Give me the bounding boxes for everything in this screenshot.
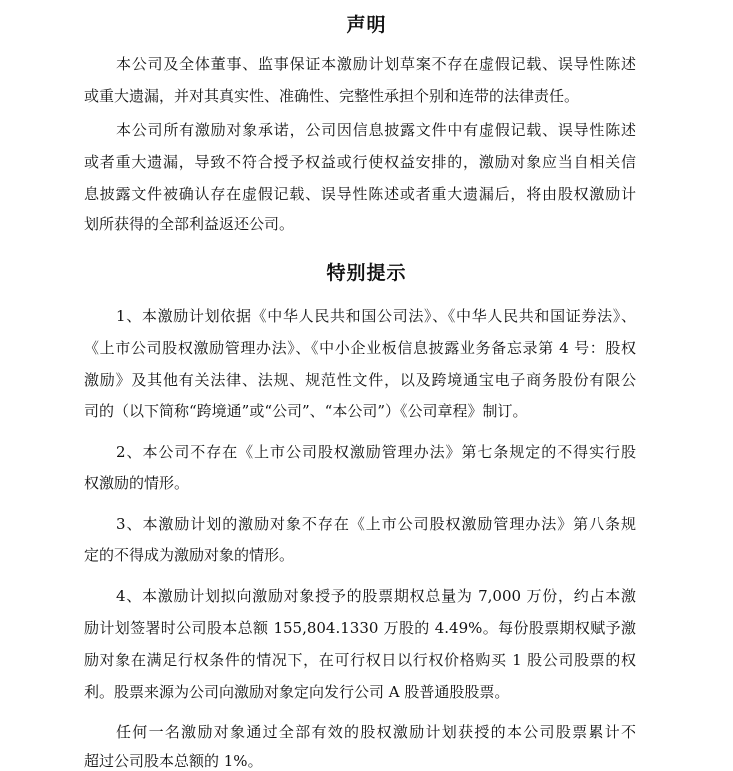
paragraph-line: 或重大遗漏，并对其真实性、准确性、完整性承担个别和连带的法律责任。	[84, 87, 580, 105]
notice-item-line: 3、本激励计划的激励对象不存在《上市公司股权激励管理办法》第八条规	[116, 515, 636, 533]
notice-item-line: 定的不得成为激励对象的情形。	[84, 546, 295, 564]
paragraph-line: 本公司及全体董事、监事保证本激励计划草案不存在虚假记载、误导性陈述	[116, 55, 636, 73]
notice-item-line: 2、本公司不存在《上市公司股权激励管理办法》第七条规定的不得实行股	[116, 443, 636, 461]
notice-item-line: 利。股票来源为公司向激励对象定向发行公司 A 股普通股股票。	[84, 683, 510, 701]
notice-item-line: 激励》及其他有关法律、法规、规范性文件，以及跨境通宝电子商务股份有限公	[84, 371, 636, 389]
notice-item-line: 4、本激励计划拟向激励对象授予的股票期权总量为 7,000 万份，约占本激	[116, 587, 636, 605]
notice-item-line: 《上市公司股权激励管理办法》、《中小企业板信息披露业务备忘录第 4 号：股权	[84, 339, 636, 357]
paragraph-line: 划所获得的全部利益返还公司。	[84, 215, 295, 233]
notice-item-line: 权激励的情形。	[84, 474, 190, 492]
section-title-special-notice: 特别提示	[326, 262, 407, 284]
notice-item-line: 任何一名激励对象通过全部有效的股权激励计划获授的本公司股票累计不	[116, 723, 636, 741]
section-title-statement: 声明	[346, 14, 387, 36]
notice-item-line: 励对象在满足行权条件的情况下，在可行权日以行权价格购买 1 股公司股票的权	[84, 651, 636, 669]
notice-item-line: 超过公司股本总额的 1%。	[84, 752, 263, 770]
paragraph-line: 或者重大遗漏，导致不符合授予权益或行使权益安排的，激励对象应当自相关信	[84, 153, 636, 171]
notice-item-line: 1、本激励计划依据《中华人民共和国公司法》、《中华人民共和国证券法》、	[116, 307, 636, 325]
paragraph-line: 息披露文件被确认存在虚假记载、误导性陈述或者重大遗漏后，将由股权激励计	[84, 185, 636, 203]
notice-item-line: 司的（以下简称“跨境通”或“公司”、“本公司”）《公司章程》制订。	[84, 402, 528, 420]
paragraph-line: 本公司所有激励对象承诺，公司因信息披露文件中有虚假记载、误导性陈述	[116, 121, 636, 139]
notice-item-line: 励计划签署时公司股本总额 155,804.1330 万股的 4.49%。每份股票期权赋予激	[84, 619, 636, 637]
